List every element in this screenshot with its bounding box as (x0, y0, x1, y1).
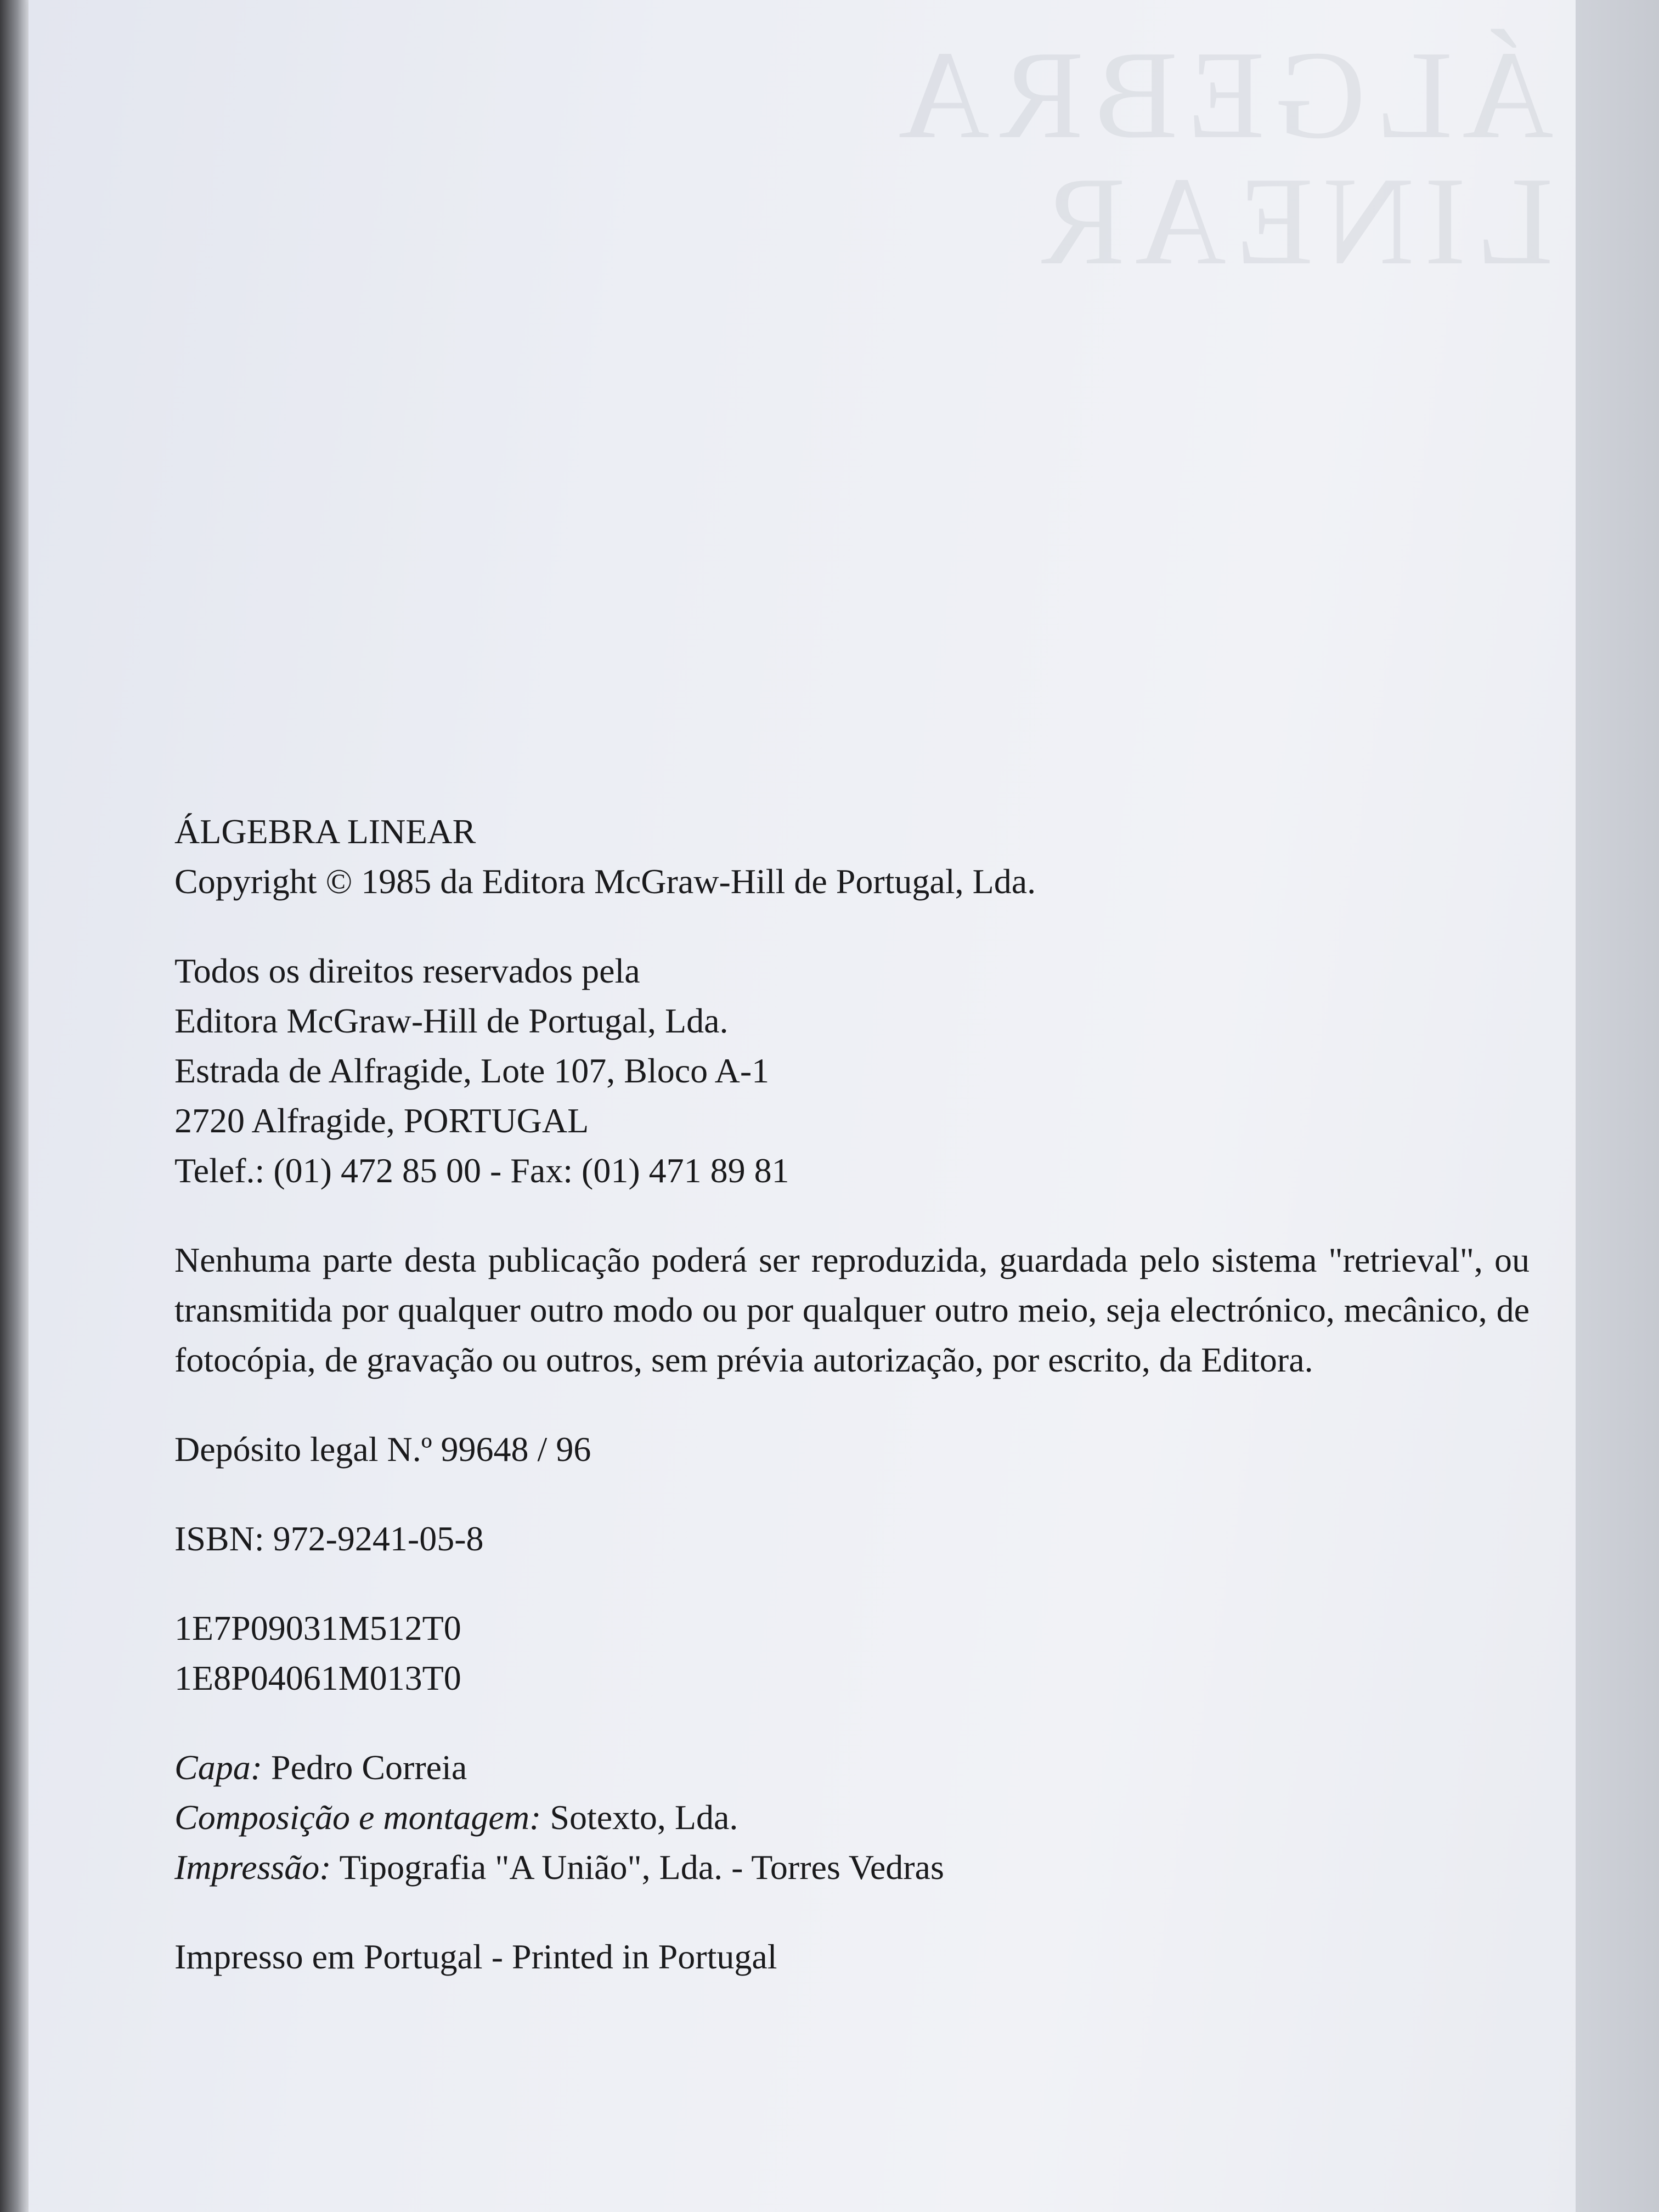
street-address: Estrada de Alfragide, Lote 107, Bloco A-1 (174, 1051, 770, 1090)
credit-value: Sotexto, Lda. (541, 1798, 738, 1837)
publisher-name: Editora McGraw-Hill de Portugal, Lda. (174, 1001, 729, 1040)
reproduction-notice: Nenhuma parte desta publicação poderá ser reproduzida, guardada pelo sistema "retrieval", ou transmitida por qualquer outro modo ou por qualquer outro meio, seja electrónico, mecânico, de fotocópia, de gravação ou outros, sem prévia autorização, por escrito, da Editora. (174, 1240, 1530, 1379)
print-code: 1E8P04061M013T0 (174, 1658, 461, 1697)
credit-label: Composição e montagem: (174, 1798, 541, 1837)
show-through-title-line2: LINEAR (1031, 151, 1554, 291)
credit-label: Capa: (174, 1748, 262, 1787)
printed-in: Impresso em Portugal - Printed in Portugal (174, 1937, 777, 1976)
credit-value: Tipografia "A União", Lda. - Torres Vedras (331, 1848, 944, 1887)
credit-printing (174, 1842, 1535, 1892)
copyright-line: Copyright © 1985 da Editora McGraw-Hill de Portugal, Lda. (174, 862, 1036, 901)
credit-value: Pedro Correia (262, 1748, 467, 1787)
credit-label: Impressão: (174, 1848, 331, 1887)
isbn: ISBN: 972-9241-05-8 (174, 1519, 484, 1558)
next-page-edge (1576, 0, 1659, 2212)
credit-cover (174, 1742, 1535, 1792)
book-binding-edge (0, 0, 29, 2212)
credits (174, 1742, 1535, 1892)
rights-line: Todos os direitos reservados pela (174, 951, 640, 990)
copyright-imprint (174, 806, 1535, 1982)
publisher-address (174, 946, 1535, 1195)
show-through-title-line1: ÁLGEBRA (889, 25, 1554, 165)
book-title: ÁLGEBRA LINEAR (174, 812, 476, 851)
credit-typesetting (174, 1792, 1535, 1842)
print-code: 1E7P09031M512T0 (174, 1609, 461, 1647)
city-address: 2720 Alfragide, PORTUGAL (174, 1101, 589, 1140)
print-codes (174, 1603, 1535, 1703)
phone-fax: Telef.: (01) 472 85 00 - Fax: (01) 471 89 81 (174, 1151, 789, 1190)
legal-deposit: Depósito legal N.º 99648 / 96 (174, 1430, 591, 1469)
